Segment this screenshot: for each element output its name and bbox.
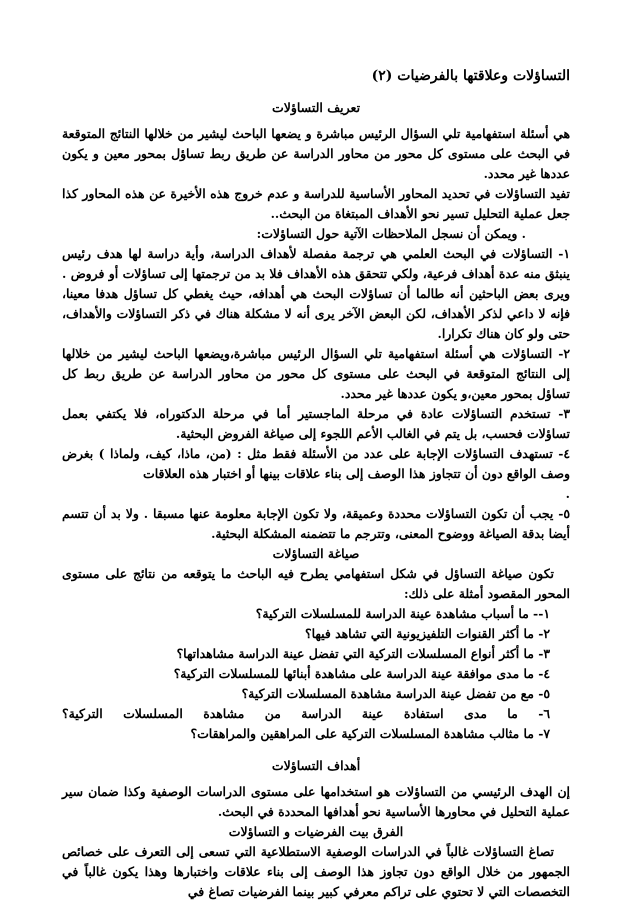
formulation-paragraph: تكون صياغة التساؤل في شكل استفهامي يطرح فيه الباحث ما يتوقعه من نتائج على مستوى المحور المقصود أمثلة على ذلك:: [62, 566, 570, 601]
example-item: ٧- ما مثالب مشاهدة المسلسلات التركية على المراهقين والمراهقات؟: [190, 726, 550, 741]
example-item: ١-- ما أسباب مشاهدة عينة الدراسة للمسلسلات التركية؟: [255, 606, 550, 621]
example-item: ٦- ما مدى استفادة عينة الدراسة من مشاهدة المسلسلات التركية؟: [62, 706, 550, 721]
example-item: ٥- مع من تفضل عينة الدراسة مشاهدة المسلسلات التركية؟: [241, 686, 550, 701]
example-item: ٢- ما أكثر القنوات التلفيزيونية التي تشاهد فيها؟: [305, 626, 550, 641]
difference-heading: الفرق بيت الفرضيات و التساؤلات: [228, 824, 404, 839]
definition-paragraph: هي أسئلة استفهامية تلي السؤال الرئيس مباشرة و يضعها الباحث ليشير من خلالها النتائج المتوقعة في البحث على مستوى كل محور من محاور الدراسة عن طريق ربط تساؤل بمحور معين و يكون عددها غير محدد.: [62, 126, 570, 181]
note-item-2: ٢- التساؤلات هي أسئلة استفهامية تلي السؤال الرئيس مباشرة،ويضعها الباحث ليشير من خلالها إلى النتائج المتوقعة في البحث على مستوى كل محور من محاور الدراسة عن طريق ربط كل تساؤل بمحور معين،و يكون عددها غير محدد.: [62, 346, 570, 401]
goals-heading: أهداف التساؤلات: [271, 758, 361, 773]
spacer: [62, 744, 570, 756]
note-item-4: ٤- تستهدف التساؤلات الإجابة على عدد من الأسئلة فقط مثل : (من، ماذا، كيف، ولماذا ) بغرض وصف الواقع دون أن تتجاوز هذا الوصف إلى بناء علاقات بينها أو اختبار هذه العلاقات: [62, 446, 570, 481]
note-item-5: ٥- يجب أن تكون التساؤلات محددة وعميقة، ولا تكون الإجابة معلومة عنها مسبقا . ولا بد أن تتسم أيضا بدقة الصياغة ووضوح المعنى، وتترجم ما تتضمنه المشكلة البحثية.: [62, 506, 570, 541]
note-item-3: ٣- تستخدم التساؤلات عادة في مرحلة الماجستير أما في مرحلة الدكتوراه، فلا يكتفي بعمل تساؤلات فحسب، بل يتم في الغالب الأعم اللجوء إلى صياغة الفروض البحثية.: [62, 406, 570, 441]
examples-list: [62, 604, 570, 744]
example-item: ٤- ما مدى موافقة عينة الدراسة على مشاهدة أبنائها للمسلسلات التركية؟: [173, 666, 550, 681]
example-item: ٣- ما أكثر أنواع المسلسلات التركية التي تفضل عينة الدراسة مشاهداتها؟: [176, 646, 550, 661]
note-item-1: ١- التساؤلات في البحث العلمي هي ترجمة مفصلة لأهداف الدراسة، وأية دراسة لها هدف رئيس ينبثق منه عدة أهداف فرعية، ولكي تتحقق هذه الأهداف فلا بد من ترجمتها إلى تساؤلات أو فروض . ويرى بعض الباحثين أنه طالما أن تساؤلات البحث هي أهدافه، حيث يغطي كل تساؤل هدفا معينا، فإنه لا داعي لذكر الأهداف، لكن البعض الآخر يرى أنه لا مشكلة هناك في ذكر التساؤلات والأهداف، حتى ولو كان هناك تكرارا.: [62, 246, 570, 341]
notes-intro: . ويمكن أن نسجل الملاحظات الآتية حول التساؤلات:: [256, 226, 526, 241]
formulation-heading: صياغة التساؤلات: [272, 546, 360, 561]
page-title: التساؤلات وعلاقتها بالفرضيات (٢): [371, 68, 570, 84]
goals-paragraph: إن الهدف الرئيسي من التساؤلات هو استخدامها على مستوى الدراسات الوصفية وكذا ضمان سير عملية التحليل في محاورها الأساسية نحو أهدافها المحددة في البحث.: [62, 784, 570, 819]
definition-heading: تعريف التساؤلات: [271, 100, 361, 115]
benefit-paragraph: تفيد التساؤلات في تحديد المحاور الأساسية للدراسة و عدم خروج هذه الأخيرة عن هذه المحاور كذا جعل عملية التحليل تسير نحو الأهداف المبتغاة من البحث..: [62, 186, 570, 221]
stray-dot: .: [565, 486, 570, 501]
difference-paragraph: تصاغ التساؤلات غالباً في الدراسات الوصفية الاستطلاعية التي تسعى إلى التعرف على خصائص الجمهور من خلال الواقع دون تجاوز هذا الوصف إلى بناء علاقات واختبارها وهذا يكون غالباً في التخصصات التي لا تحتوي على تراكم معرفي كبير بينما الفرضيات تصاغ في: [62, 844, 570, 899]
